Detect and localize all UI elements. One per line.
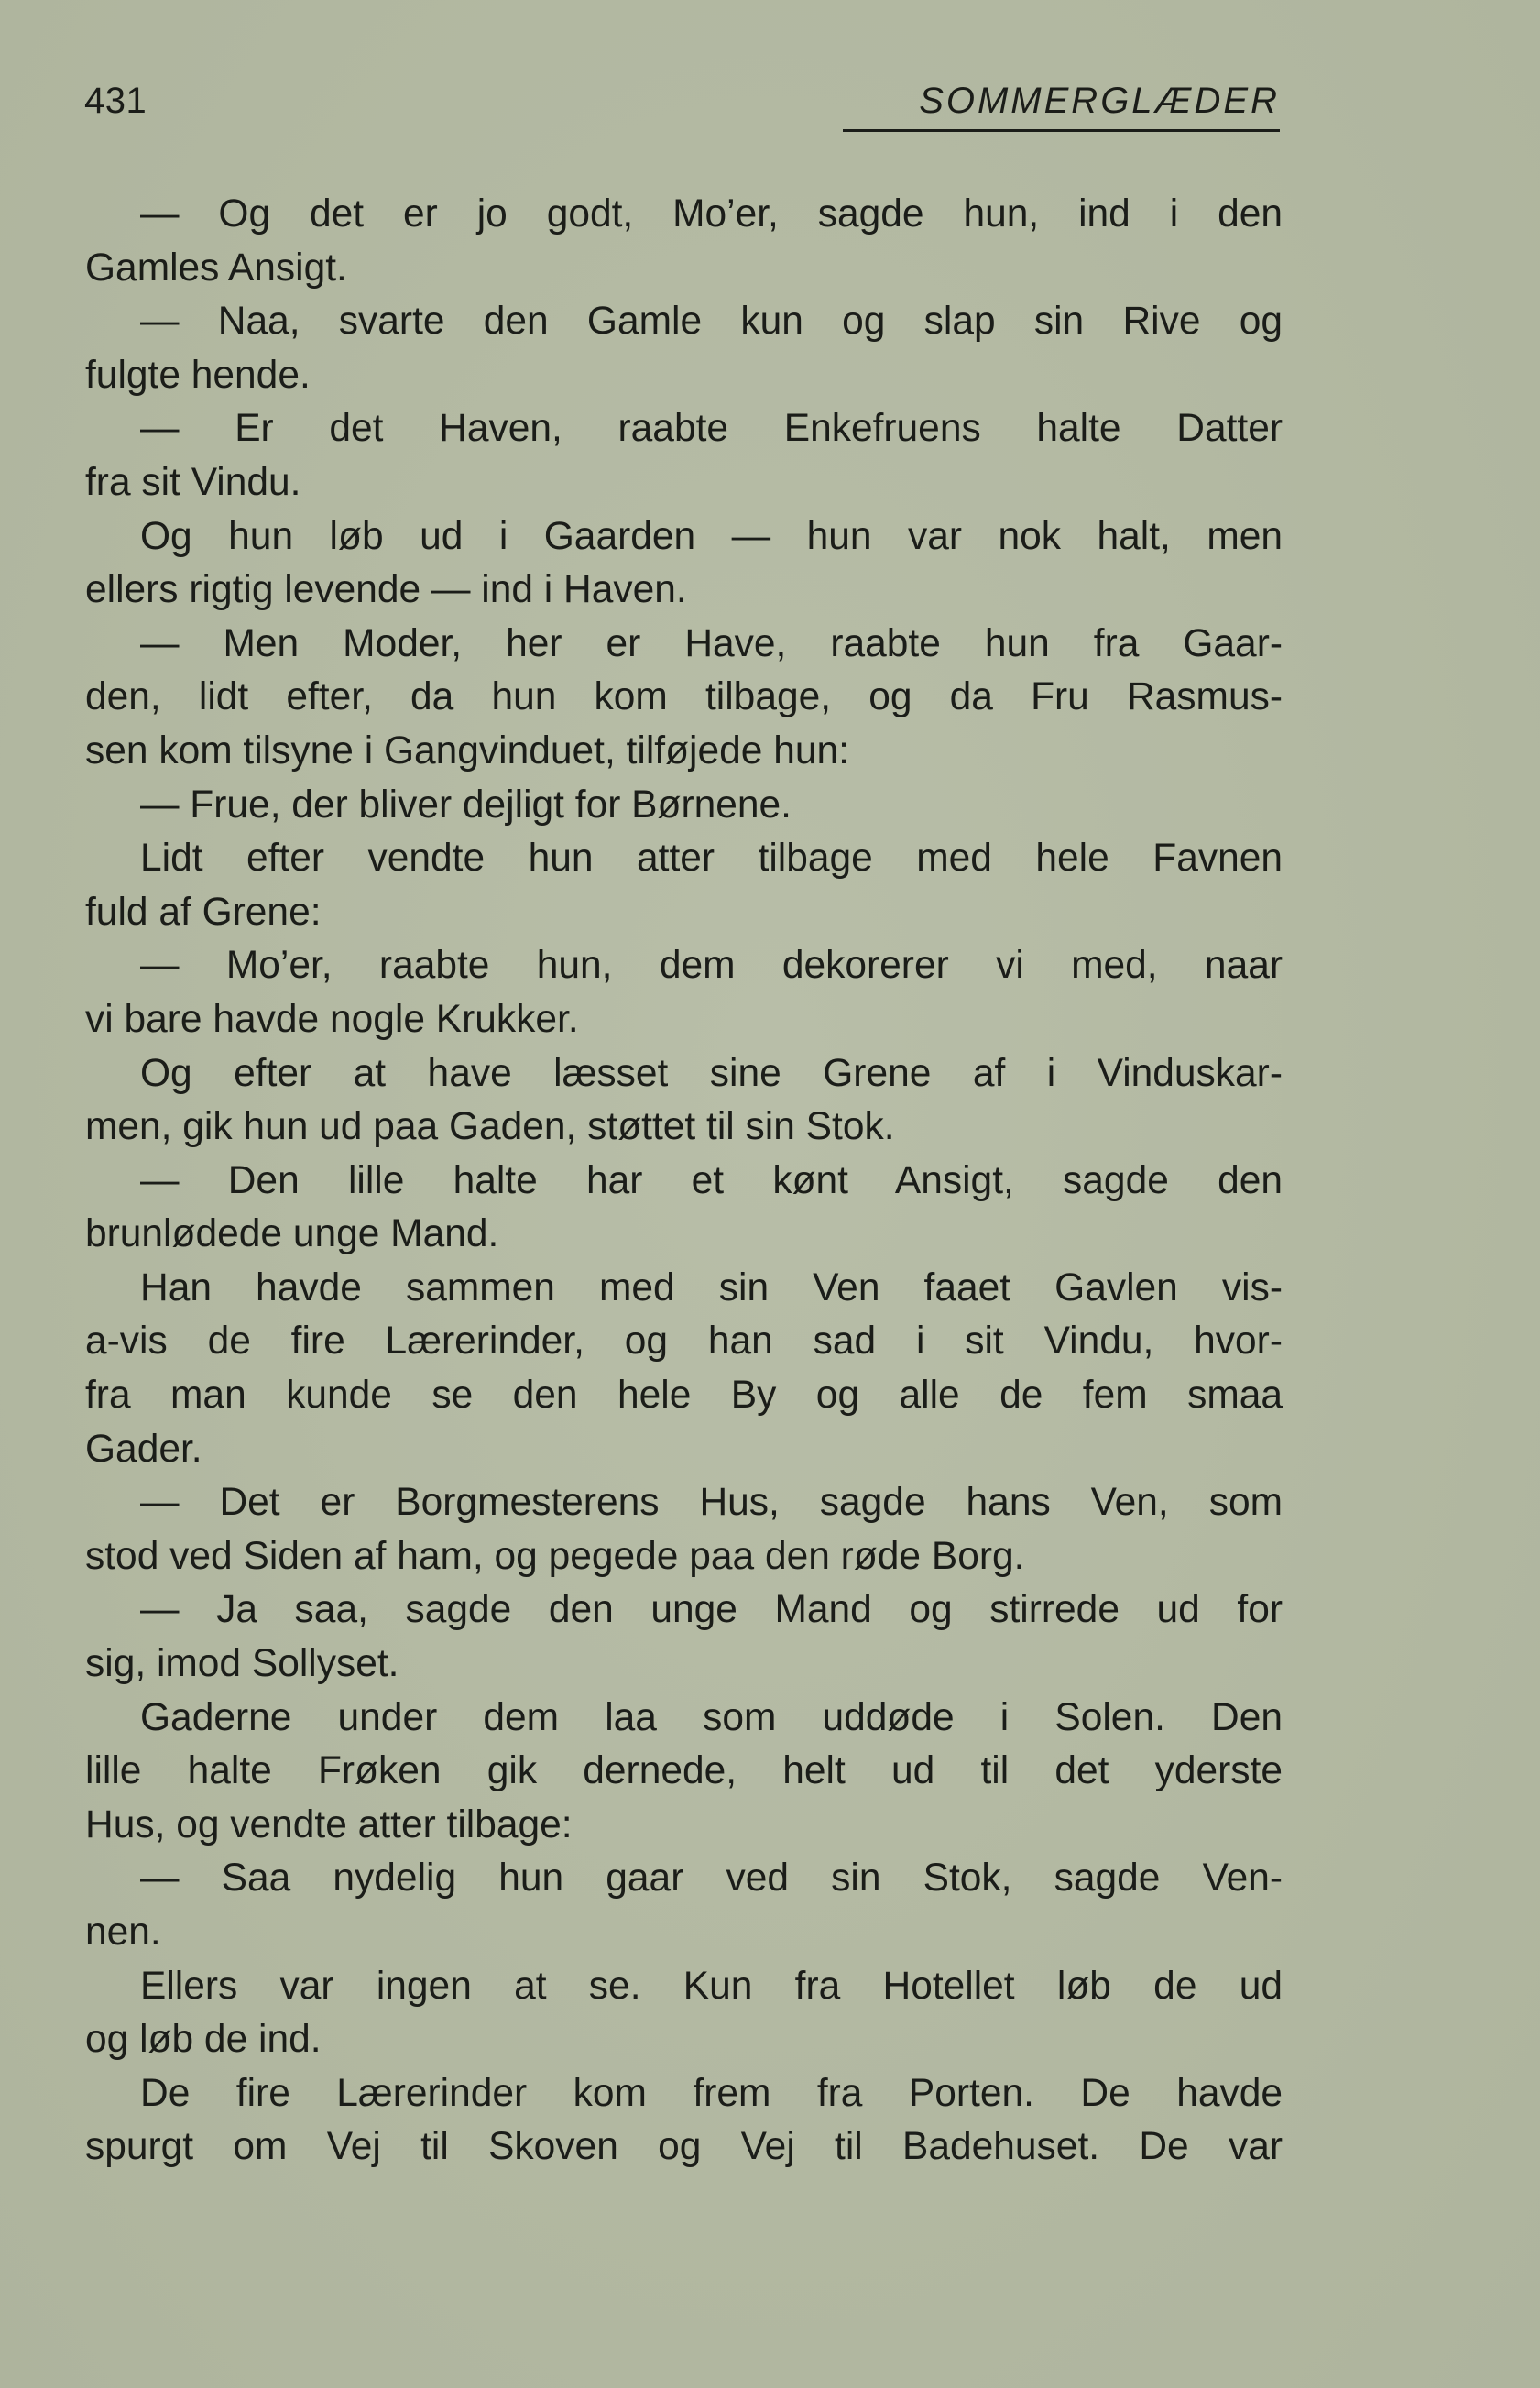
running-title: SOMMERGLÆDER bbox=[919, 81, 1280, 121]
text-line: — Er det Haven, raabte Enkefruens halte Datter bbox=[140, 407, 1283, 451]
text-line: ellers rigtig levende — ind i Haven. bbox=[85, 568, 687, 612]
text-line: — Men Moder, her er Have, raabte hun fra Gaar- bbox=[140, 621, 1283, 665]
text-line: a-vis de fire Lærerinder, og han sad i sit Vindu, hvor- bbox=[85, 1320, 1283, 1364]
text-line: lille halte Frøken gik dernede, helt ud til det yderste bbox=[85, 1749, 1283, 1793]
text-line: sen kom tilsyne i Gangvinduet, tilføjede hun: bbox=[85, 728, 849, 772]
body-text bbox=[85, 188, 1283, 2174]
text-line: fuld af Grene: bbox=[85, 890, 322, 934]
text-line: fra man kunde se den hele By og alle de fem smaa bbox=[85, 1374, 1283, 1418]
text-line: De fire Lærerinder kom frem fra Porten. De havde bbox=[140, 2071, 1283, 2115]
text-line: Ellers var ingen at se. Kun fra Hotellet løb de ud bbox=[140, 1964, 1283, 2008]
text-line: Han havde sammen med sin Ven faaet Gavlen vis- bbox=[140, 1265, 1283, 1309]
text-line: — Frue, der bliver dejligt for Børnene. bbox=[140, 783, 792, 827]
text-line: den, lidt efter, da hun kom tilbage, og da Fru Rasmus- bbox=[85, 675, 1283, 719]
text-line: Hus, og vendte atter tilbage: bbox=[85, 1802, 573, 1846]
text-line: — Den lille halte har et kønt Ansigt, sagde den bbox=[140, 1158, 1283, 1202]
text-line: — Saa nydelig hun gaar ved sin Stok, sagde Ven- bbox=[140, 1857, 1283, 1901]
text-line: men, gik hun ud paa Gaden, støttet til sin Stok. bbox=[85, 1105, 895, 1149]
text-line: — Naa, svarte den Gamle kun og slap sin Rive og bbox=[140, 300, 1283, 344]
text-line: og løb de ind. bbox=[85, 2018, 322, 2062]
text-line: vi bare havde nogle Krukker. bbox=[85, 997, 579, 1041]
text-line: — Og det er jo godt, Mo’er, sagde hun, ind i den bbox=[140, 192, 1283, 236]
text-line: Gamles Ansigt. bbox=[85, 246, 347, 290]
text-line: nen. bbox=[85, 1911, 161, 1954]
text-line: fra sit Vindu. bbox=[85, 460, 301, 504]
text-line: Gaderne under dem laa som uddøde i Solen. Den bbox=[140, 1695, 1283, 1739]
text-line: brunlødede unge Mand. bbox=[85, 1212, 499, 1256]
text-line: stod ved Siden af ham, og pegede paa den røde Borg. bbox=[85, 1534, 1025, 1578]
page-number: 431 bbox=[84, 81, 147, 121]
text-line: Gader. bbox=[85, 1427, 202, 1471]
text-line: sig, imod Sollyset. bbox=[85, 1642, 399, 1686]
header-rule bbox=[843, 129, 1280, 132]
text-line: Lidt efter vendte hun atter tilbage med hele Favnen bbox=[140, 837, 1283, 881]
text-line: fulgte hende. bbox=[85, 353, 311, 397]
text-line: Og hun løb ud i Gaarden — hun var nok halt, men bbox=[140, 514, 1283, 558]
text-line: — Ja saa, sagde den unge Mand og stirrede ud for bbox=[140, 1588, 1283, 1632]
text-line: — Mo’er, raabte hun, dem dekorerer vi med, naar bbox=[140, 944, 1283, 988]
text-line: Og efter at have læsset sine Grene af i Vinduskar- bbox=[140, 1051, 1283, 1095]
text-line: spurgt om Vej til Skoven og Vej til Badehuset. De var bbox=[85, 2125, 1283, 2169]
text-line: — Det er Borgmesterens Hus, sagde hans Ven, som bbox=[140, 1481, 1283, 1525]
